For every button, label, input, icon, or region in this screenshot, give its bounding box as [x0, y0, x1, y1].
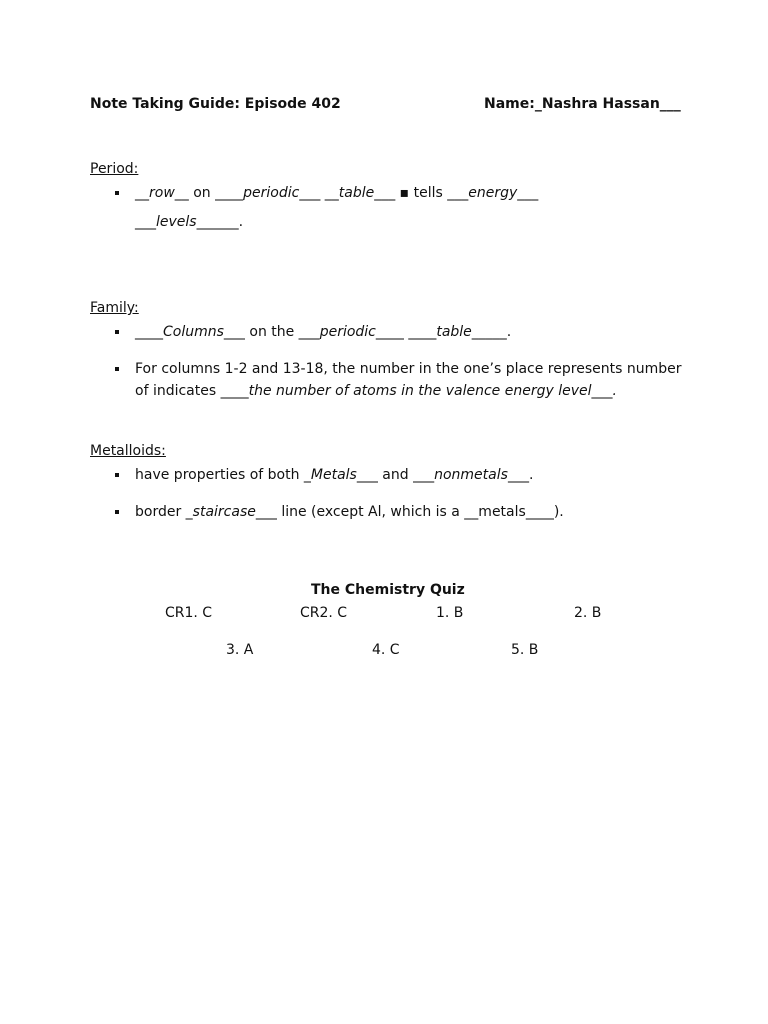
quiz-answer: 4. C — [372, 642, 400, 658]
name-value: _Nashra Hassan___ — [534, 96, 681, 112]
blank-text: ___ line (except Al, which is a __metals____). — [255, 504, 564, 520]
period-heading: Period: — [90, 161, 139, 177]
blank-text: ___ — [517, 185, 539, 201]
blank-text: have properties of both _ — [135, 467, 311, 483]
answer-text: periodic — [243, 185, 300, 201]
quiz-answer: 2. B — [574, 605, 602, 621]
answer-text: row — [149, 185, 175, 201]
blank-text: ____ — [135, 324, 163, 340]
quiz-answer: CR1. C — [165, 605, 213, 621]
blank-text: ___ — [135, 214, 156, 230]
answer-text: periodic — [319, 324, 376, 340]
period-line-2 — [135, 214, 243, 230]
blank-text: ___. — [507, 467, 534, 483]
blank-text: of indicates ____ — [135, 383, 249, 399]
answer-text: Columns — [163, 324, 224, 340]
name-line — [484, 96, 681, 112]
answer-text: levels — [156, 214, 197, 230]
quiz-answer: CR2. C — [300, 605, 348, 621]
answer-text: table — [338, 185, 375, 201]
blank-text: ___ and ___ — [356, 467, 435, 483]
family-heading: Family: — [90, 300, 139, 316]
answer-text: nonmetals — [434, 467, 508, 483]
metalloids-line-2 — [135, 504, 564, 520]
blank-text: ___ on the ___ — [223, 324, 320, 340]
period-line-1 — [135, 185, 538, 201]
metalloids-heading: Metalloids: — [90, 443, 166, 459]
bullet — [115, 191, 119, 195]
answer-text: energy — [468, 185, 518, 201]
blank-text: __ — [135, 185, 149, 201]
blank-text: _____. — [471, 324, 512, 340]
blank-text: __ on ____ — [174, 185, 244, 201]
answer-text: staircase — [192, 504, 256, 520]
quiz-title: The Chemistry Quiz — [311, 582, 465, 598]
blank-text: ____ ____ — [375, 324, 437, 340]
blank-text: ______. — [196, 214, 244, 230]
bullet — [115, 510, 119, 514]
metalloids-line-1 — [135, 467, 533, 483]
guide-title: Note Taking Guide: Episode 402 — [90, 96, 341, 112]
answer-text: table — [436, 324, 472, 340]
quiz-answer: 1. B — [436, 605, 464, 621]
quiz-answer: 3. A — [226, 642, 254, 658]
answer-text: the number of atoms in the valence energy level___. — [248, 383, 617, 399]
bullet — [115, 330, 119, 334]
bullet — [115, 473, 119, 477]
blank-text: ___ ▪ tells ___ — [374, 185, 469, 201]
name-label: Name: — [484, 96, 535, 112]
bullet — [115, 367, 119, 371]
blank-text: ___ __ — [299, 185, 339, 201]
quiz-answer: 5. B — [511, 642, 539, 658]
family-line-1 — [135, 324, 511, 340]
family-line-2b — [135, 383, 617, 399]
family-line-2a: For columns 1-2 and 13-18, the number in the one’s place represents number — [135, 361, 682, 377]
answer-text: Metals — [310, 467, 357, 483]
blank-text: border _ — [135, 504, 193, 520]
